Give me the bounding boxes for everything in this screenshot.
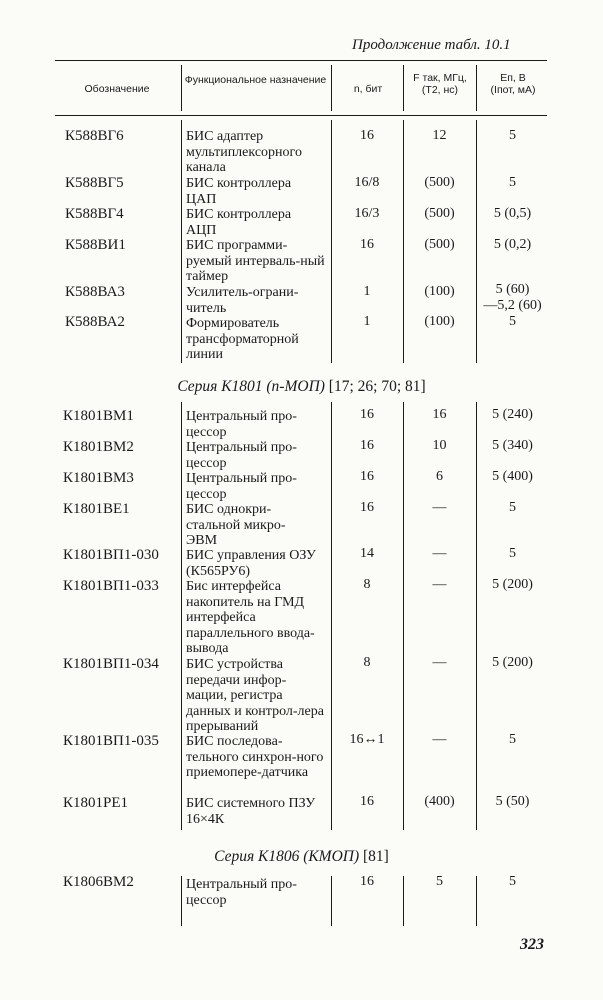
row-code: К588ВА2: [65, 314, 125, 330]
column-divider: [331, 402, 332, 830]
row-f: (400): [424, 794, 455, 809]
row-n: 1: [363, 284, 371, 299]
row-f: —: [432, 500, 447, 515]
row-function: Формирователь трансформаторной линии: [186, 316, 299, 362]
row-f: —: [432, 655, 447, 670]
row-n: 16/8: [354, 175, 380, 190]
row-n: 16: [360, 469, 374, 484]
row-n: 16: [360, 874, 374, 889]
row-code: К1801РЕ1: [63, 795, 129, 811]
row-code: К588ВА3: [65, 284, 125, 300]
row-e: 5: [509, 500, 516, 515]
column-divider: [181, 876, 182, 926]
header-top-rule: [55, 60, 547, 61]
row-e: 5 (200): [492, 655, 533, 670]
row-code: К588ВГ5: [65, 175, 124, 191]
column-divider: [181, 120, 182, 363]
header-frequency-line2: (T2, нс): [421, 84, 459, 96]
row-e-secondary: —5,2 (60): [483, 298, 542, 313]
row-n: 16: [360, 438, 374, 453]
column-divider: [403, 402, 404, 830]
row-function: БИС контроллера АЦП: [186, 207, 292, 238]
row-f: —: [432, 577, 447, 592]
row-f: 16: [432, 407, 447, 422]
row-function: БИС последова-тельного синхрон-ного приемопере-датчика: [186, 734, 324, 780]
row-function: Центральный про-цессор: [186, 471, 297, 502]
row-n: 16: [360, 407, 374, 422]
series-refs: [17; 26; 70; 81]: [328, 378, 426, 395]
row-code: К1801ВП1-030: [63, 547, 159, 563]
row-f: 5: [436, 874, 443, 889]
row-f: (500): [424, 175, 455, 190]
row-n: 8: [363, 577, 371, 592]
row-f: (100): [424, 284, 455, 299]
row-n: 16↔1: [349, 732, 385, 747]
row-code: К1801ВМ3: [63, 470, 134, 486]
header-designation: Обозначение: [84, 83, 150, 95]
row-n: 16/3: [354, 206, 380, 221]
row-code: К1801ВЕ1: [63, 501, 130, 517]
row-code: К1801ВП1-033: [63, 578, 159, 594]
row-code: К1801ВМ1: [63, 408, 134, 424]
row-code: К1801ВП1-035: [63, 733, 159, 749]
row-function: БИС адаптер мультиплексорного канала: [186, 129, 302, 175]
header-n-bits: n, бит: [353, 83, 383, 95]
row-n: 16: [360, 237, 374, 252]
row-code: К588ВГ6: [65, 128, 124, 144]
row-f: 12: [432, 128, 447, 143]
row-code: К588ВГ4: [65, 206, 124, 222]
column-divider: [476, 402, 477, 830]
row-e: 5 (400): [492, 469, 533, 484]
row-e: 5: [509, 175, 516, 190]
header-frequency-line1: F так, МГц,: [413, 72, 467, 84]
row-code: К1801ВМ2: [63, 439, 134, 455]
header-divider: [403, 65, 404, 111]
row-f: 10: [432, 438, 447, 453]
header-divider: [476, 65, 477, 111]
continuation-caption: Продолжение табл. 10.1: [352, 37, 511, 53]
row-f: 6: [436, 469, 443, 484]
row-e: 5 (340): [492, 438, 533, 453]
row-n: 16: [360, 794, 374, 809]
series-heading: [0, 848, 603, 866]
row-e: 5 (240): [492, 407, 533, 422]
row-function: БИС однокри-стальной микро-ЭВМ: [186, 502, 286, 548]
row-e: 5 (60): [495, 282, 530, 297]
row-f: —: [432, 546, 447, 561]
header-divider: [181, 65, 182, 111]
row-function: БИС программи-руемый интерваль-ный таймер: [186, 238, 325, 284]
header-bottom-rule: [55, 115, 547, 116]
series-refs: [81]: [363, 848, 389, 865]
row-e: 5 (50): [495, 794, 530, 809]
row-e: 5 (200): [492, 577, 533, 592]
header-divider: [331, 65, 332, 111]
row-code: К588ВИ1: [65, 237, 126, 253]
row-e: 5 (0,2): [493, 237, 532, 252]
row-n: 1: [363, 314, 371, 329]
series-title: Серия К1806 (КМОП): [214, 848, 360, 865]
header-frequency: [404, 72, 476, 96]
page-number: 323: [520, 936, 544, 953]
row-f: (100): [424, 314, 455, 329]
row-function: Центральный про-цессор: [186, 440, 297, 471]
row-e: 5: [509, 732, 516, 747]
row-e: 5 (0,5): [493, 206, 532, 221]
row-n: 16: [360, 128, 374, 143]
row-n: 8: [363, 655, 371, 670]
series-heading: [0, 378, 603, 396]
row-code: К1806ВМ2: [63, 874, 134, 890]
row-function: Бис интерфейса накопитель на ГМД интерфейса параллельного ввода-вывода: [186, 579, 315, 656]
row-e: 5: [509, 546, 516, 561]
row-f: (500): [424, 237, 455, 252]
row-function: Центральный про-цессор: [186, 877, 297, 908]
column-divider: [181, 402, 182, 830]
row-code: К1801ВП1-034: [63, 656, 159, 672]
row-function: Центральный про-цессор: [186, 409, 297, 440]
row-e: 5: [509, 314, 516, 329]
header-power-line1: Eп, В: [500, 72, 526, 84]
row-e: 5: [509, 128, 516, 143]
header-power: [477, 72, 549, 96]
row-e: 5: [509, 874, 516, 889]
row-f: —: [432, 732, 447, 747]
row-function: Усилитель-ограни-читель: [186, 285, 299, 316]
header-function: Функциональное назначение: [184, 74, 327, 86]
row-f: (500): [424, 206, 455, 221]
row-function: БИС управления ОЗУ (К565РУ6): [186, 548, 316, 579]
row-n: 16: [360, 500, 374, 515]
row-n: 14: [360, 546, 374, 561]
row-function: БИС контроллера ЦАП: [186, 176, 292, 207]
row-function: БИС устройства передачи инфор-мации, регистра данных и контрол-лера прерываний: [186, 657, 324, 734]
series-title: Серия К1801 (n-МОП): [177, 378, 325, 395]
header-power-line2: (Iпот, мА): [490, 84, 536, 96]
row-function: БИС системного ПЗУ 16×4К: [186, 796, 316, 827]
